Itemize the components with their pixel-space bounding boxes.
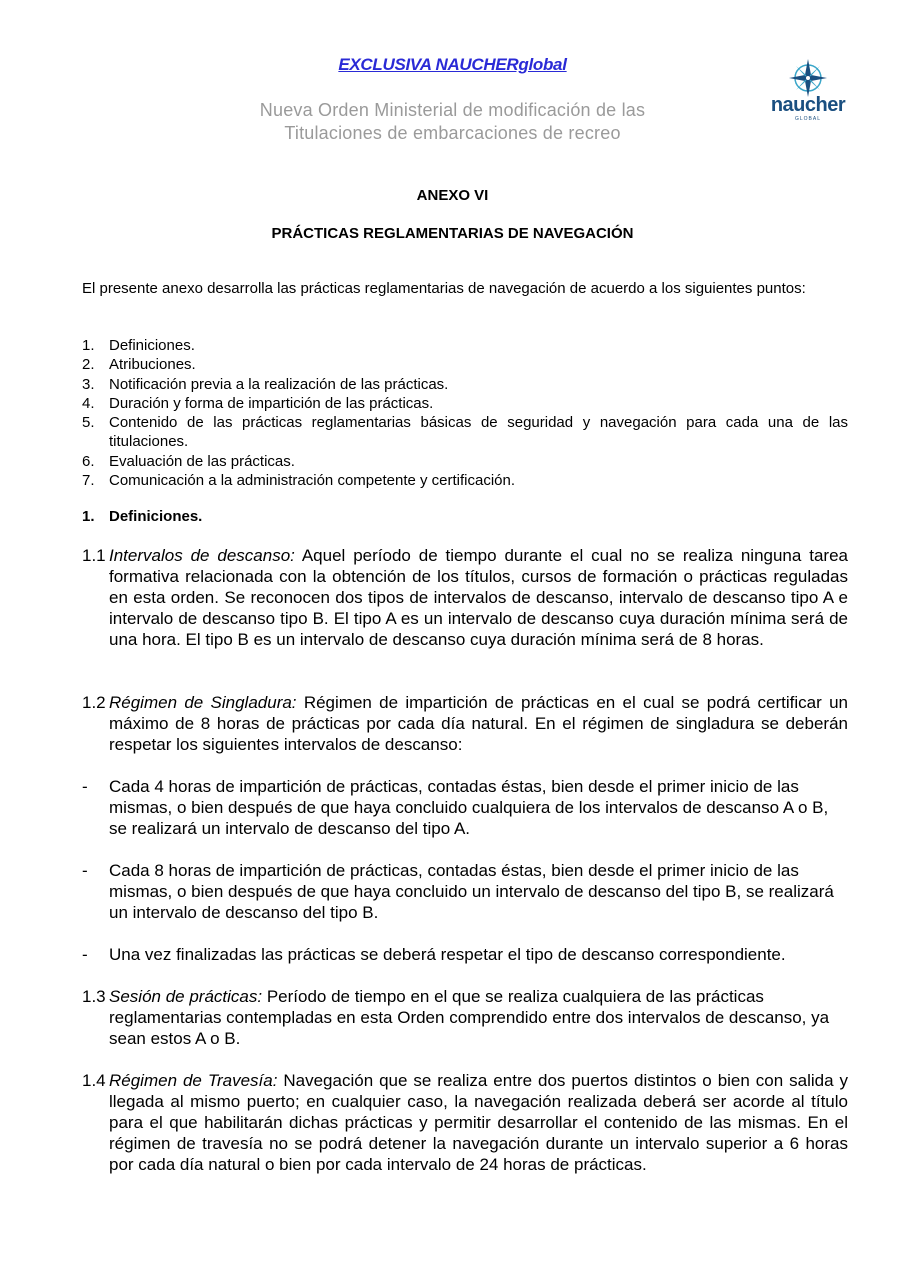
list-number: 3.: [82, 375, 95, 393]
naucher-logo: [763, 58, 853, 124]
para-text: Navegación que se realiza entre dos puertos distintos o bien con salida y llegada al mismo puerto; en cualquier caso, la navegación realizada deberá ser acorde al título para el que habilitarán dichas prácticas y permitir desarrollar el contenido de las mismas. En el régimen de travesía no se podrá detener la navegación durante un intervalo superior a 6 horas por cada día natural o bien por cada intervalo de 24 horas de prácticas.: [109, 1071, 848, 1174]
subtitle-line-1: Nueva Orden Ministerial de modificación de las: [259, 100, 646, 120]
bullet-text: Una vez finalizadas las prácticas se deberá respetar el tipo de descanso correspondiente.: [109, 945, 786, 964]
list-item: [82, 336, 848, 355]
list-number: 7.: [82, 472, 95, 490]
list-item: [82, 471, 848, 490]
bullet-marker: -: [82, 777, 88, 796]
para-body: [109, 692, 848, 755]
defined-term: Régimen de Singladura:: [109, 693, 297, 712]
list-text: Evaluación de las prácticas.: [109, 452, 295, 470]
list-text: Duración y forma de impartición de las prácticas.: [109, 394, 434, 412]
bullet-text: Cada 8 horas de impartición de prácticas, contadas éstas, bien desde el primer inicio de las mismas, o bien después de que haya concluido un intervalo de descanso del tipo B, se realizará un intervalo de descanso del tipo B.: [109, 861, 834, 922]
para-body: [109, 986, 848, 1049]
logo-wordmark: naucher: [770, 94, 846, 116]
para-number: 1.1: [82, 546, 106, 565]
list-number: 6.: [82, 452, 95, 470]
list-number: 4.: [82, 394, 95, 412]
defined-term: Intervalos de descanso:: [109, 546, 295, 565]
list-item: [82, 413, 848, 452]
section-title: Definiciones.: [109, 508, 203, 525]
subtitle-line-2: Titulaciones de embarcaciones de recreo: [284, 123, 621, 143]
bullet-item: [82, 776, 848, 839]
section-heading: [82, 508, 202, 525]
list-text: Atribuciones.: [109, 356, 196, 374]
list-text: Comunicación a la administración competente y certificación.: [109, 472, 516, 490]
para-text: Régimen de impartición de prácticas en el cual se podrá certificar un máximo de 8 horas de prácticas por cada día natural. En el régimen de singladura se deberán respetar los siguientes intervalos de descanso:: [109, 693, 848, 754]
exclusiva-link[interactable]: EXCLUSIVA NAUCHERglobal: [338, 55, 567, 74]
bullet-item: [82, 860, 848, 923]
list-number: 1.: [82, 337, 95, 354]
para-text: Período de tiempo en el que se realiza cualquiera de las prácticas reglamentarias contempladas en esta Orden comprendido entre dos intervalos de descanso, ya sean estos A o B.: [109, 987, 830, 1048]
list-item: [82, 355, 848, 374]
list-number: 5.: [82, 414, 95, 432]
list-item: [82, 394, 848, 413]
list-text: Notificación previa a la realización de las prácticas.: [109, 375, 449, 393]
para-number: 1.4: [82, 1071, 106, 1090]
definition-travesia: [82, 1070, 848, 1175]
definition-sesion: [82, 986, 848, 1049]
bullet-text: Cada 4 horas de impartición de prácticas, contadas éstas, bien desde el primer inicio de las mismas, o bien después de que haya concluido cualquiera de los intervalos de descanso A o B, se realizará un intervalo de descanso del tipo A.: [109, 777, 829, 838]
para-body: [109, 1070, 848, 1175]
list-text: Definiciones.: [109, 337, 195, 354]
definition-singladura: [82, 692, 848, 755]
annex-title: ANEXO VI: [416, 187, 489, 204]
bullet-item: [82, 944, 848, 965]
bullet-marker: -: [82, 945, 88, 964]
logo-subtext: GLOBAL: [794, 116, 821, 122]
intro-paragraph: El presente anexo desarrolla las prácticas reglamentarias de navegación de acuerdo a los siguientes puntos:: [82, 280, 806, 297]
para-number: 1.2: [82, 693, 106, 712]
definition-intervalos: [82, 545, 848, 650]
defined-term: Sesión de prácticas:: [109, 987, 263, 1006]
contents-list: [82, 336, 848, 490]
list-number: 2.: [82, 356, 95, 374]
list-text: Contenido de las prácticas reglamentarias básicas de seguridad y navegación para cada una de las titulaciones.: [109, 414, 848, 451]
bullet-marker: -: [82, 861, 88, 880]
list-item: [82, 375, 848, 394]
compass-rose-icon: [788, 58, 828, 98]
annex-subtitle: PRÁCTICAS REGLAMENTARIAS DE NAVEGACIÓN: [271, 225, 634, 242]
defined-term: Régimen de Travesía:: [109, 1071, 278, 1090]
list-item: [82, 452, 848, 471]
para-body: [109, 545, 848, 650]
para-text: Aquel período de tiempo durante el cual no se realiza ninguna tarea formativa relacionada con la obtención de los títulos, cursos de formación o prácticas reguladas en esta orden. Se reconocen dos tipos de intervalos de descanso, intervalo de descanso tipo A e intervalo de descanso tipo B. El tipo A es un intervalo de descanso cuya duración mínima será de una hora. El tipo B es un intervalo de descanso cuya duración mínima será de 8 horas.: [109, 546, 848, 649]
para-number: 1.3: [82, 987, 106, 1006]
section-number: 1.: [82, 508, 95, 525]
